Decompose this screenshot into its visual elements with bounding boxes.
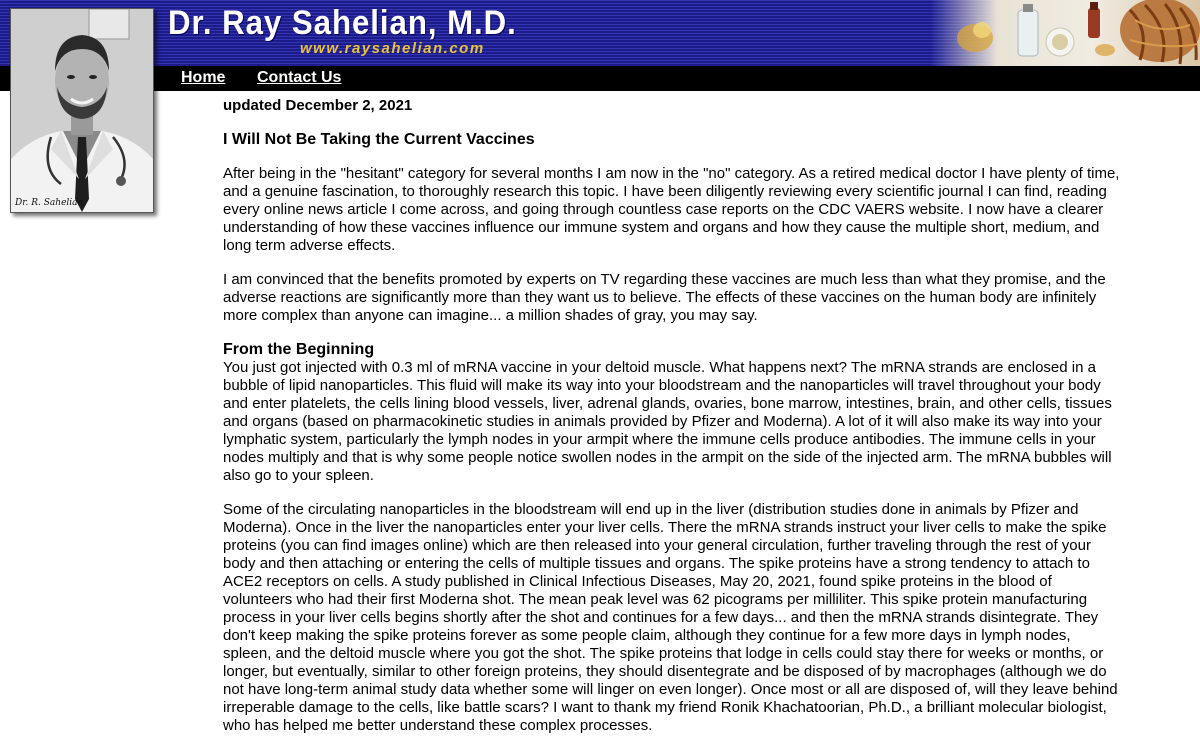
article-paragraph: Some of the circulating nanoparticles in the bloodstream will end up in the liver (distribution studies done in animals by Pfizer and Moderna). Once in the liver the nanoparticles enter your liver cells. There the mRNA strands instruct your liver cells to make the spike proteins (you can find images online) which are then released into your general circulation, further traveling through the rest of your body and then attaching or entering the cells of multiple tissues and organs. The spike proteins have a strong tendency to attach to ACE2 receptors on cells. A study published in Clinical Infectious Diseases, May 20, 2021, found spike proteins in the blood of volunteers who had their first Moderna shot. The mean peak level was 62 picograms per milliliter. This spike protein manufacturing process in your liver cells begins shortly after the shot and continues for a few days... and then the mRNA strands disintegrate. They don't keep making the spike proteins forever as some people claim, although they continue for a few more days in lymph nodes, spleen, and the deltoid muscle where you got the shot. The spike proteins that lodge in cells could stay there for weeks or months, or longer, but eventually, similar to other foreign proteins, they should disentegrate and be disposed of by macrophages (although we do not have long-term animal study data whether some will linger on even longer). Once most or all are disposed of, will they leave behind irreperable damage to the cells, like battle scars? I want to thank my friend Ronik Khachatoorian, Ph.D., a brilliant molecular biologist, who has helped me better understand these complex processes. [223,501,1118,734]
article-paragraph: I am convinced that the benefits promoted by experts on TV regarding these vaccines are much less than what they promise, and the adverse reactions are significantly more than they want us to believe. The effects of these vaccines on the human body are infinitely more complex than anyone can imagine... a million shades of gray, you may say. [223,271,1106,324]
article [223,97,1123,740]
banner-herbs-image [930,0,1200,66]
header-banner [0,0,1200,66]
doctor-photo [10,8,154,213]
site-url: www.raysahelian.com [300,40,485,57]
article-paragraph: After being in the "hesitant" category for several months I am now in the "no" category. As a retired medical doctor I have plenty of time, and a genuine fascination, to thoroughly research this topic. I have been diligently reviewing every scientific journal I can find, reading every online news article I come across, and going through countless case reports on the CDC VAERS website. I now have a clearer understanding of how these vaccines influence our immune system and organs and how they cause the multiple short, medium, and long term adverse effects. [223,165,1120,254]
doctor-portrait-illustration [11,9,153,212]
nav-home-link[interactable]: Home [181,69,226,86]
updated-date: updated December 2, 2021 [223,97,413,114]
nav-contact-link[interactable]: Contact Us [257,69,342,86]
article-title: I Will Not Be Taking the Current Vaccines [223,131,535,148]
nav-bar [0,66,1200,91]
section-heading: From the Beginning [223,341,375,358]
photo-signature: Dr. R. Sahelian [15,198,84,208]
site-title: Dr. Ray Sahelian, M.D. [168,4,517,42]
herbs-bottles-illustration [930,0,1200,66]
article-paragraph: You just got injected with 0.3 ml of mRNA vaccine in your deltoid muscle. What happens next? The mRNA strands are enclosed in a bubble of lipid nanoparticles. This fluid will make its way into your bloodstream and the nanoparticles will travel throughout your body and enter platelets, the cells lining blood vessels, liver, adrenal glands, ovaries, bone marrow, intestines, brain, and other cells, tissues and organs (based on pharmacokinetic studies in animals provided by Pfizer and Moderna). A lot of it will also make its way into your lymphatic system, particularly the lymph nodes in your armpit where the immune cells produce antibodies. The immune cells in your nodes multiply and that is why some people notice swollen nodes in the armpit on the side of the injected arm. The mRNA bubbles will also go to your spleen. [223,359,1112,484]
